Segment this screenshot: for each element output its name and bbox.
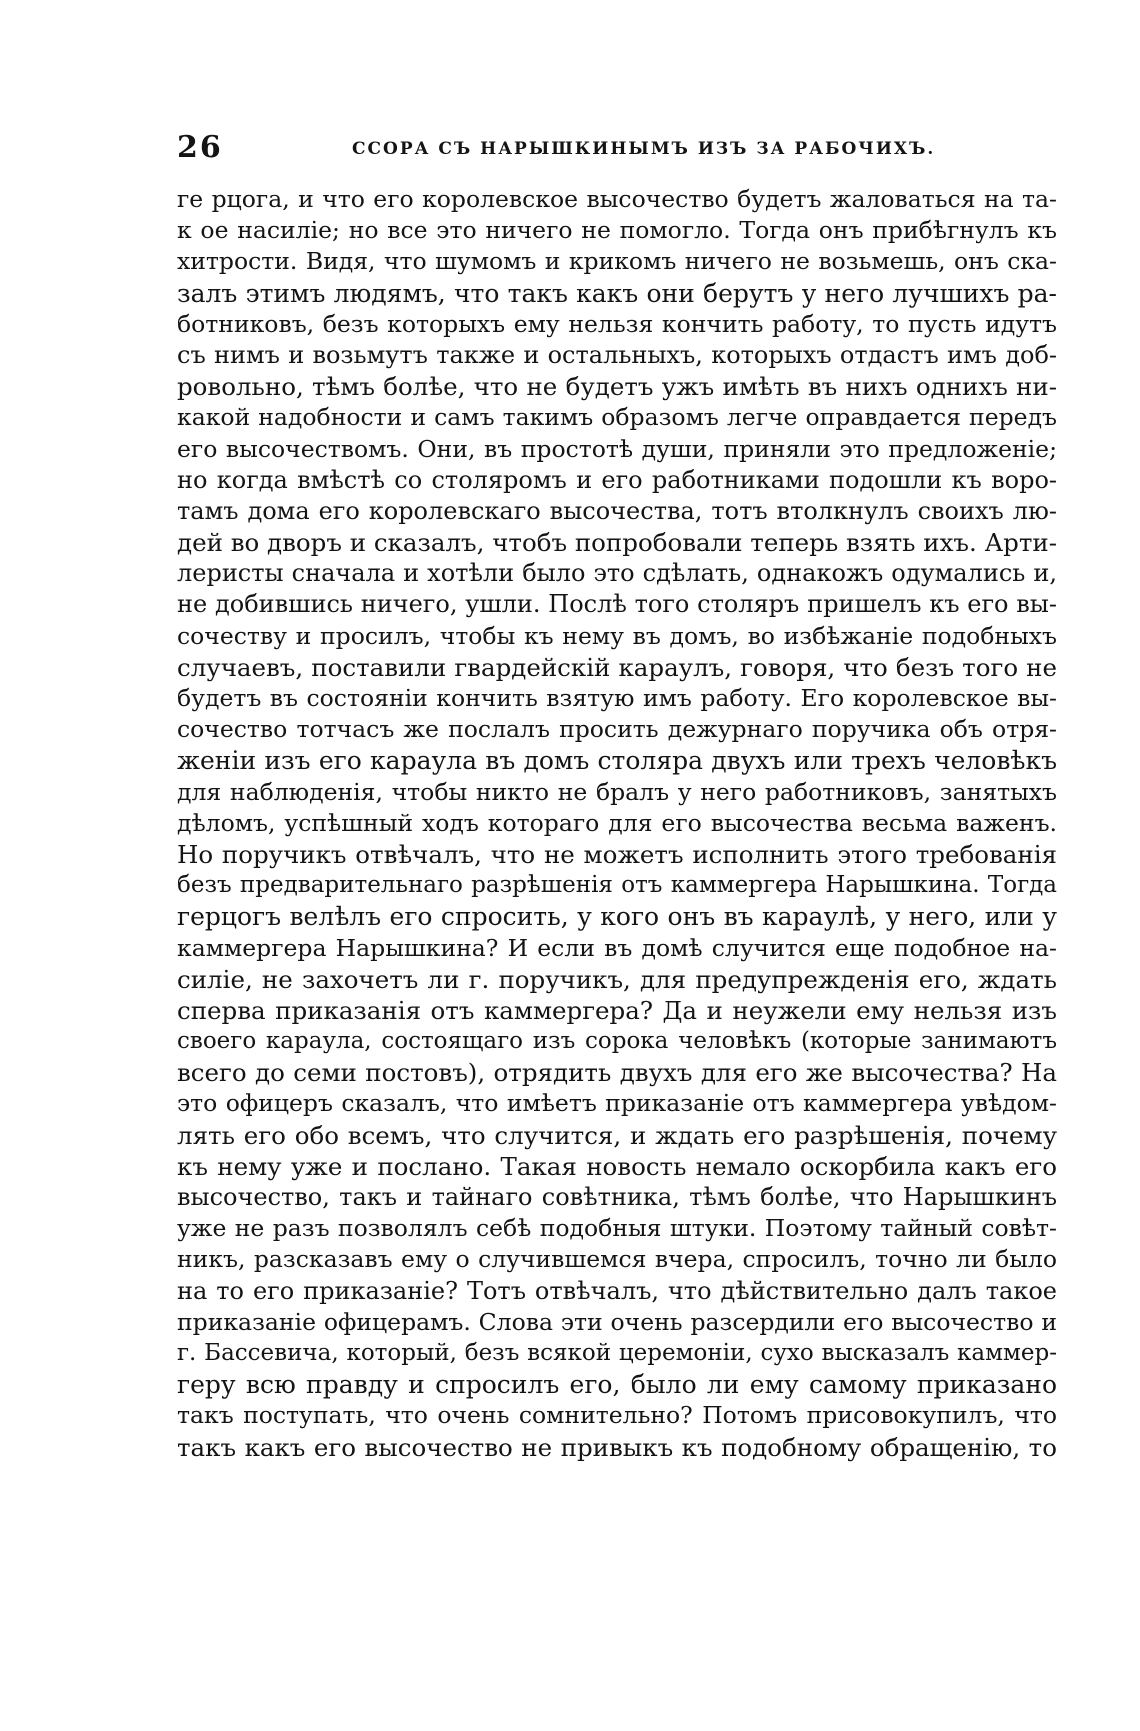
- page-header: [177, 130, 1057, 170]
- text-line: съ нимъ и возьмутъ также и остальныхъ, которыхъ отдастъ имъ доб-: [177, 340, 1057, 369]
- text-line: высочество, такъ и тайнаго совѣтника, тѣмъ болѣе, что Нарышкинъ: [177, 1183, 1057, 1211]
- text-line: тамъ дома его королевскаго высочества, тотъ втолкнулъ своихъ лю-: [177, 496, 1057, 525]
- text-line: дей во дворъ и сказалъ, чтобъ попробовали теперь взять ихъ. Арти-: [177, 528, 1057, 558]
- text-line: будетъ въ состояніи кончить взятую имъ работу. Его королевское вы-: [177, 684, 1057, 712]
- body-text: [177, 184, 1057, 1463]
- text-line: его высочествомъ. Они, въ простотѣ души, приняли это предложеніе;: [177, 434, 1057, 463]
- running-title: ССОРА СЪ НАРЫШКИНЫМЪ ИЗЪ ЗА РАБОЧИХЪ.: [352, 139, 936, 159]
- text-line: своего караула, состоящаго изъ сорока человѣкъ (которые занимаютъ: [177, 1028, 1057, 1055]
- text-line: ботниковъ, безъ которыхъ ему нельзя кончить работу, то пусть идутъ: [177, 309, 1057, 338]
- text-line: для наблюденія, чтобы никто не бралъ у него работниковъ, занятыхъ: [177, 777, 1057, 806]
- text-line: сперва приказанія отъ каммергера? Да и неужели ему нельзя изъ: [177, 995, 1057, 1025]
- text-line: случаевъ, поставили гвардейскій караулъ, говоря, что безъ того не: [177, 652, 1057, 682]
- text-line: безъ предварительнаго разрѣшенія отъ каммергера Нарышкина. Тогда: [177, 872, 1057, 899]
- text-line: Но поручикъ отвѣчалъ, что не можетъ исполнить этого требованія: [177, 839, 1057, 869]
- text-line: какой надобности и самъ такимъ образомъ легче оправдается передъ: [177, 403, 1057, 432]
- text-line: сочеству и просилъ, чтобы къ нему въ домъ, во избѣжаніе подобныхъ: [177, 621, 1057, 650]
- text-line: лять его обо всемъ, что случится, и ждать его разрѣшенія, почему: [177, 1120, 1057, 1150]
- text-line: это офицеръ сказалъ, что имѣетъ приказаніе отъ каммергера увѣдом-: [177, 1089, 1057, 1118]
- text-line: такъ какъ его высочество не привыкъ къ подобному обращенію, то: [177, 1432, 1057, 1462]
- text-line: дѣломъ, успѣшный ходъ котораго для его высочества весьма важенъ.: [177, 808, 1057, 837]
- text-line: каммергера Нарышкина? И если въ домѣ случится еще подобное на-: [177, 933, 1057, 962]
- text-line: сочество тотчасъ же послалъ просить дежурнаго поручика объ отря-: [177, 715, 1057, 744]
- text-line: герцогъ велѣлъ его спросить, у кого онъ въ караулѣ, у него, или у: [177, 902, 1057, 932]
- text-line: на то его приказаніе? Тотъ отвѣчалъ, что дѣйствительно далъ такое: [177, 1276, 1057, 1305]
- text-line: геру всю правду и спросилъ его, было ли ему самому приказано: [177, 1370, 1057, 1400]
- text-line: къ нему уже и послано. Такая новость немало оскорбила какъ его: [177, 1151, 1057, 1181]
- text-line: но когда вмѣстѣ со столяромъ и его работниками подошли къ воро-: [177, 465, 1057, 494]
- text-line: всего до семи постовъ), отрядить двухъ для его же высочества? На: [177, 1058, 1057, 1088]
- text-line: лeристы сначала и хотѣли было это сдѣлать, однакожъ одумались и,: [177, 559, 1057, 588]
- text-line: залъ этимъ людямъ, что такъ какъ они берутъ у него лучшихъ ра-: [177, 278, 1057, 308]
- text-line: хитрости. Видя, что шумомъ и крикомъ ничего не возьмешь, онъ ска-: [177, 247, 1057, 276]
- text-line: никъ, разсказавъ ему о случившемся вчера, спросилъ, точно ли было: [177, 1245, 1057, 1274]
- text-line: г. Бассевича, который, безъ всякой церемоніи, сухо высказалъ каммер-: [177, 1339, 1057, 1366]
- text-line: такъ поступать, что очень сомнительно? Потомъ присовокупилъ, что: [177, 1401, 1057, 1430]
- text-line: силіе, не захочетъ ли г. поручикъ, для предупрежденія его, ждать: [177, 964, 1057, 994]
- page-number: 26: [177, 130, 223, 165]
- text-line: женіи изъ его караула въ домъ столяра двухъ или трехъ человѣкъ: [177, 746, 1057, 776]
- text-line: приказаніе офицерамъ. Слова эти очень разсердили его высочество и: [177, 1307, 1057, 1336]
- text-line: уже не разъ позволялъ себѣ подобныя штуки. Поэтому тайный совѣт-: [177, 1214, 1057, 1243]
- text-line: ровольно, тѣмъ болѣе, что не будетъ ужъ имѣть въ нихъ однихъ ни-: [177, 372, 1057, 402]
- text-line: ге рцога, и что его королевское высочество будетъ жаловаться на та-: [177, 185, 1057, 213]
- text-line: к ое насиліе; но все это ничего не помогло. Тогда онъ прибѣгнулъ къ: [177, 216, 1057, 245]
- text-line: не добившись ничего, ушли. Послѣ того столяръ пришелъ къ его вы-: [177, 590, 1057, 619]
